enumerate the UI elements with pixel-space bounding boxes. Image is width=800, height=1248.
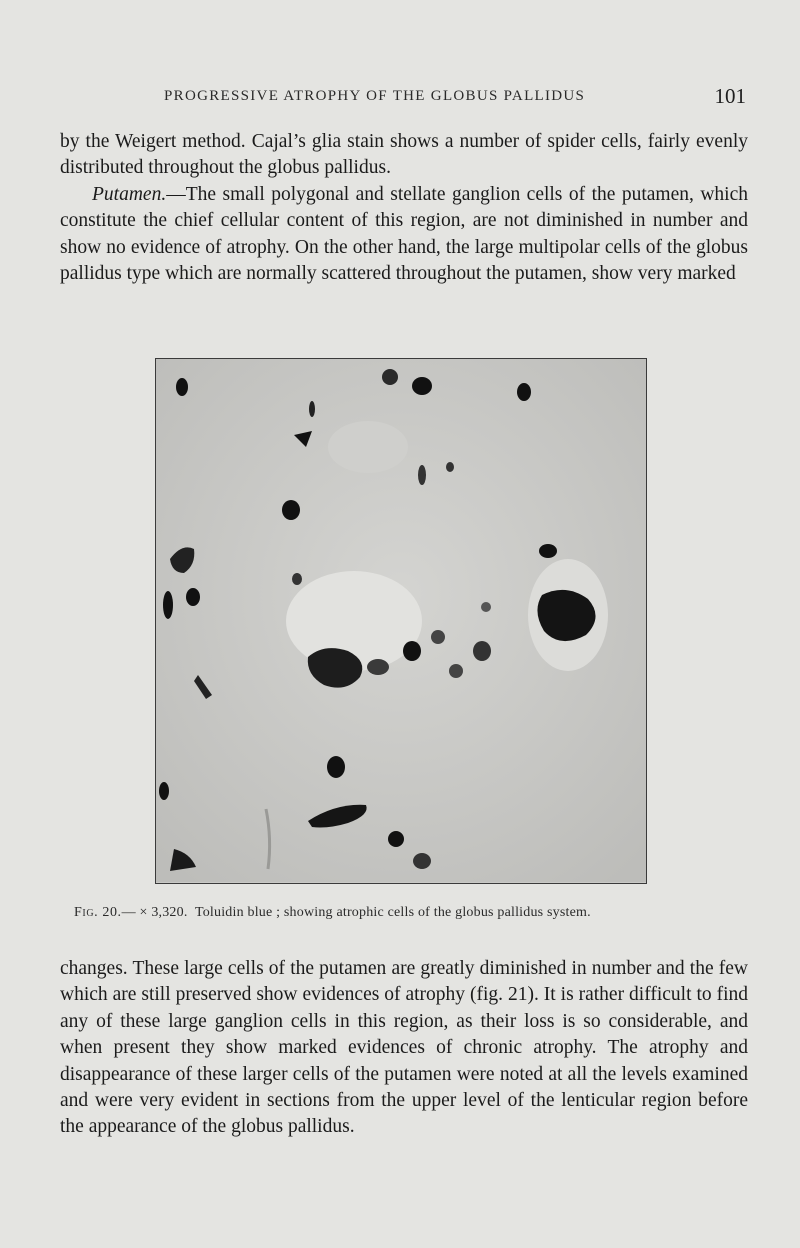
cell-nucleus (481, 602, 491, 612)
page-number: 101 (714, 84, 746, 108)
paragraph-changes: changes. These large cells of the putamen are greatly diminished in number and the few which are still preserved show evidences of atrophy (fig. 21). It is rather difficult to find any of these large ganglion cells in this region, as their loss is so considerable, and when present they show marked evidences of chronic atrophy. The atrophy and disappearance of these larger cells of the putamen were noted at all the levels examined and were very evident in sections from the upper level of the lenticular region before the appearance of the globus pallidus. (60, 958, 748, 1138)
cell-nucleus (367, 659, 389, 675)
figure-caption (74, 905, 754, 921)
paragraph-putamen-text: —The small polygonal and stellate ganglion cells of the putamen, which constitute the chief cellular content of this region, are not diminished in number and show no evidence of atrophy. On the other hand, the large multipolar cells of the globus pallidus type which are normally scattered throughout the putamen, show very marked (60, 183, 748, 285)
micrograph-figure (155, 358, 647, 884)
figure-magnification: — × 3,320. (121, 905, 188, 920)
micrograph-image (156, 359, 646, 882)
faint-halo (328, 421, 408, 473)
cell-nucleus (418, 465, 426, 485)
cell-nucleus (446, 462, 454, 472)
cell-nucleus (176, 378, 188, 396)
figure-caption-text: Toluidin blue ; showing atrophic cells of the globus pallidus system. (194, 905, 591, 920)
cell-nucleus (327, 756, 345, 778)
cell-nucleus (517, 383, 531, 401)
cell-nucleus (163, 591, 173, 619)
cell-nucleus (309, 401, 315, 417)
body-text-top (60, 129, 748, 287)
cell-nucleus (159, 782, 169, 800)
running-head (60, 84, 748, 110)
cell-nucleus (539, 544, 557, 558)
cell-nucleus (449, 664, 463, 678)
cell-nucleus (282, 500, 300, 520)
paragraph-continuation: by the Weigert method. Cajal’s glia stain shows a number of spider cells, fairly evenly distributed throughout the globus pallidus. (60, 131, 748, 179)
cell-nucleus (382, 369, 398, 385)
cell-nucleus (473, 641, 491, 661)
cell-nucleus (186, 588, 200, 606)
cell-nucleus (292, 573, 302, 585)
cell-nucleus (412, 377, 432, 395)
running-title: PROGRESSIVE ATROPHY OF THE GLOBUS PALLIDUS (164, 88, 586, 104)
cell-nucleus (413, 853, 431, 869)
cell-nucleus (431, 630, 445, 644)
body-text-bottom (60, 956, 748, 1141)
paragraph-putamen (60, 182, 748, 288)
figure-label: Fig. 20. (74, 905, 122, 920)
cell-nucleus (403, 641, 421, 661)
cell-nucleus (388, 831, 404, 847)
section-heading-putamen: Putamen. (92, 183, 167, 205)
